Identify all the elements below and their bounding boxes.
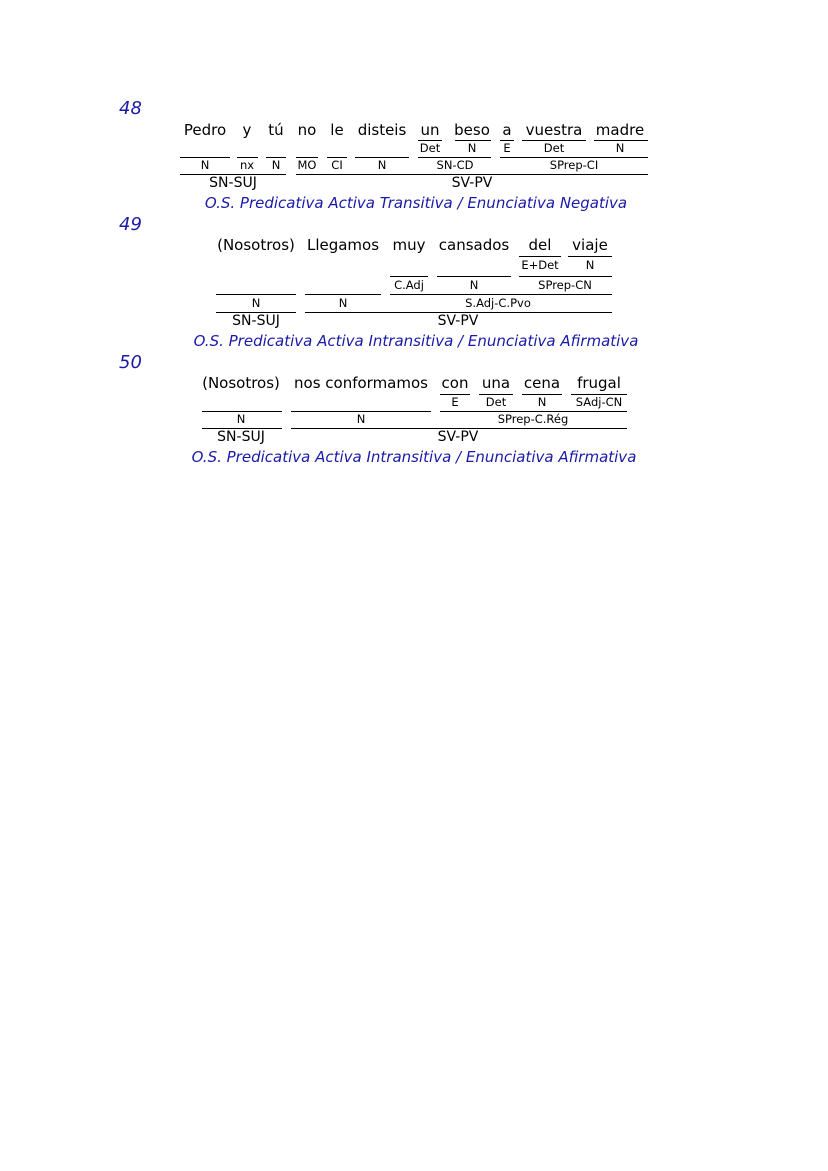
exercise-number: 49: [119, 214, 142, 235]
function-label: N: [585, 258, 595, 272]
function-label: SAdj-CN: [575, 395, 623, 409]
sentence-classification: O.S. Predicativa Activa Intransitiva / Enunciativa Afirmativa: [191, 448, 637, 466]
function-label: SN-SUJ: [232, 313, 280, 329]
function-label: E: [503, 141, 511, 155]
function-label: N: [251, 296, 261, 310]
word: viaje: [572, 236, 608, 254]
function-label: N: [467, 141, 477, 155]
word: a: [502, 121, 512, 139]
word: madre: [595, 121, 645, 139]
function-label: SV-PV: [437, 313, 479, 329]
function-label: SN-SUJ: [217, 429, 265, 445]
function-label: CI: [331, 158, 343, 172]
function-label: S.Adj-C.Pvo: [465, 296, 531, 310]
word: una: [481, 374, 511, 392]
function-label: N: [356, 412, 366, 426]
analysis-line: [437, 276, 511, 277]
function-label: MO: [297, 158, 317, 172]
function-label: SPrep-C.Rég: [497, 412, 569, 426]
function-label: N: [615, 141, 625, 155]
sentence-classification: O.S. Predicativa Activa Transitiva / Enunciativa Negativa: [204, 194, 628, 212]
word: no: [297, 121, 317, 139]
function-label: N: [377, 158, 387, 172]
analysis-line: [519, 276, 612, 277]
word: muy: [392, 236, 426, 254]
function-label: N: [236, 412, 246, 426]
analysis-line: [390, 276, 428, 277]
function-label: SPrep-CN: [538, 278, 592, 292]
word: Pedro: [183, 121, 227, 139]
word: del: [528, 236, 552, 254]
function-label: Det: [543, 141, 565, 155]
function-label: Det: [419, 141, 441, 155]
function-label: SV-PV: [437, 429, 479, 445]
exercise-number: 50: [119, 352, 142, 373]
exercise-number: 48: [119, 98, 142, 119]
function-label: E+Det: [521, 258, 559, 272]
analysis-line: [390, 294, 612, 295]
function-label: SN-CD: [436, 158, 474, 172]
function-label: SN-SUJ: [209, 175, 257, 191]
word: vuestra: [525, 121, 583, 139]
function-label: E: [451, 395, 459, 409]
function-label: N: [537, 395, 547, 409]
analysis-line: [305, 294, 381, 295]
function-label: N: [338, 296, 348, 310]
function-label: SV-PV: [451, 175, 493, 191]
analysis-line: [519, 256, 561, 257]
word: cansados: [438, 236, 510, 254]
sentence-classification: O.S. Predicativa Activa Intransitiva / Enunciativa Afirmativa: [193, 332, 639, 350]
word: un: [420, 121, 440, 139]
word: disteis: [357, 121, 407, 139]
word: tú: [268, 121, 284, 139]
word: (Nosotros): [217, 236, 295, 254]
word: cena: [523, 374, 561, 392]
word: beso: [454, 121, 490, 139]
function-label: Det: [485, 395, 507, 409]
word: (Nosotros): [202, 374, 280, 392]
word: le: [330, 121, 344, 139]
word: frugal: [577, 374, 621, 392]
word: Llegamos: [306, 236, 380, 254]
function-label: N: [271, 158, 281, 172]
function-label: C.Adj: [394, 278, 424, 292]
word: y: [242, 121, 252, 139]
word: con: [441, 374, 469, 392]
function-label: N: [469, 278, 479, 292]
word: nos conformamos: [294, 374, 428, 392]
function-label: SPrep-CI: [549, 158, 599, 172]
function-label: N: [200, 158, 210, 172]
analysis-line: [568, 256, 612, 257]
function-label: nx: [239, 158, 255, 172]
analysis-line: [216, 294, 296, 295]
